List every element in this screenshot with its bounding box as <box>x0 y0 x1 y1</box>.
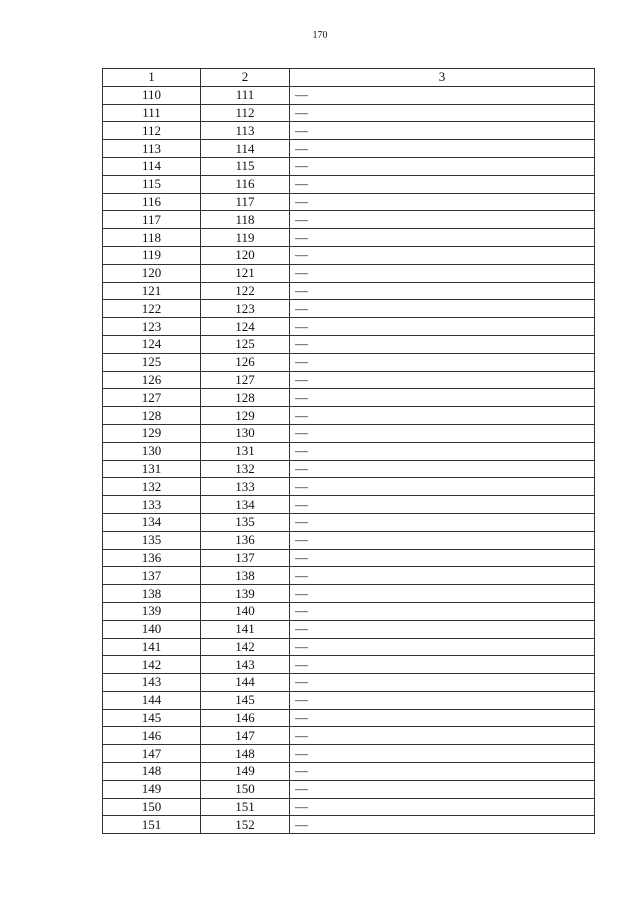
cell-col-3: — <box>290 353 595 371</box>
cell-col-2: 138 <box>201 567 290 585</box>
cell-col-2: 112 <box>201 104 290 122</box>
table-row <box>103 478 595 496</box>
cell-col-1: 140 <box>103 620 201 638</box>
cell-col-2: 143 <box>201 656 290 674</box>
cell-col-1: 118 <box>103 229 201 247</box>
cell-col-1: 124 <box>103 335 201 353</box>
cell-col-1: 143 <box>103 674 201 692</box>
cell-col-2: 149 <box>201 763 290 781</box>
cell-col-3: — <box>290 816 595 834</box>
cell-col-1: 131 <box>103 460 201 478</box>
cell-col-2: 129 <box>201 407 290 425</box>
cell-col-3: — <box>290 602 595 620</box>
cell-col-3: — <box>290 763 595 781</box>
table-row <box>103 798 595 816</box>
cell-col-1: 128 <box>103 407 201 425</box>
cell-col-3: — <box>290 496 595 514</box>
cell-col-1: 147 <box>103 745 201 763</box>
cell-col-3: — <box>290 442 595 460</box>
cell-col-1: 144 <box>103 691 201 709</box>
cell-col-1: 127 <box>103 389 201 407</box>
cell-col-2: 145 <box>201 691 290 709</box>
table-header <box>103 69 595 87</box>
cell-col-2: 121 <box>201 264 290 282</box>
table-row <box>103 727 595 745</box>
cell-col-3: — <box>290 620 595 638</box>
cell-col-3: — <box>290 122 595 140</box>
cell-col-1: 134 <box>103 513 201 531</box>
cell-col-2: 126 <box>201 353 290 371</box>
table-row <box>103 282 595 300</box>
cell-col-2: 144 <box>201 674 290 692</box>
table-row <box>103 371 595 389</box>
cell-col-2: 141 <box>201 620 290 638</box>
table-body <box>103 86 595 833</box>
cell-col-3: — <box>290 335 595 353</box>
header-row <box>103 69 595 87</box>
cell-col-2: 114 <box>201 140 290 158</box>
cell-col-1: 110 <box>103 86 201 104</box>
cell-col-2: 119 <box>201 229 290 247</box>
cell-col-2: 115 <box>201 157 290 175</box>
cell-col-2: 111 <box>201 86 290 104</box>
cell-col-2: 123 <box>201 300 290 318</box>
cell-col-3: — <box>290 175 595 193</box>
cell-col-3: — <box>290 549 595 567</box>
cell-col-2: 136 <box>201 531 290 549</box>
cell-col-1: 150 <box>103 798 201 816</box>
cell-col-3: — <box>290 745 595 763</box>
table-row <box>103 246 595 264</box>
table-row <box>103 496 595 514</box>
cell-col-1: 116 <box>103 193 201 211</box>
table-row <box>103 691 595 709</box>
cell-col-3: — <box>290 727 595 745</box>
table-row <box>103 816 595 834</box>
cell-col-3: — <box>290 318 595 336</box>
table-row <box>103 442 595 460</box>
cell-col-1: 112 <box>103 122 201 140</box>
cell-col-1: 122 <box>103 300 201 318</box>
table-row <box>103 763 595 781</box>
cell-col-1: 113 <box>103 140 201 158</box>
page-number: 170 <box>312 30 328 41</box>
cell-col-3: — <box>290 229 595 247</box>
cell-col-1: 114 <box>103 157 201 175</box>
table-row <box>103 86 595 104</box>
cell-col-3: — <box>290 424 595 442</box>
cell-col-3: — <box>290 389 595 407</box>
cell-col-3: — <box>290 193 595 211</box>
cell-col-1: 145 <box>103 709 201 727</box>
cell-col-2: 133 <box>201 478 290 496</box>
cell-col-1: 135 <box>103 531 201 549</box>
cell-col-3: — <box>290 638 595 656</box>
table-row <box>103 193 595 211</box>
cell-col-2: 148 <box>201 745 290 763</box>
cell-col-2: 152 <box>201 816 290 834</box>
cell-col-3: — <box>290 780 595 798</box>
cell-col-3: — <box>290 157 595 175</box>
cell-col-1: 129 <box>103 424 201 442</box>
cell-col-2: 134 <box>201 496 290 514</box>
cell-col-2: 146 <box>201 709 290 727</box>
cell-col-2: 130 <box>201 424 290 442</box>
cell-col-2: 124 <box>201 318 290 336</box>
cell-col-2: 128 <box>201 389 290 407</box>
cell-col-2: 142 <box>201 638 290 656</box>
data-table <box>102 68 595 834</box>
cell-col-1: 141 <box>103 638 201 656</box>
table-row <box>103 638 595 656</box>
cell-col-2: 117 <box>201 193 290 211</box>
table-row <box>103 211 595 229</box>
cell-col-1: 123 <box>103 318 201 336</box>
cell-col-3: — <box>290 585 595 603</box>
cell-col-1: 142 <box>103 656 201 674</box>
cell-col-3: — <box>290 691 595 709</box>
cell-col-2: 120 <box>201 246 290 264</box>
cell-col-2: 135 <box>201 513 290 531</box>
cell-col-2: 137 <box>201 549 290 567</box>
cell-col-1: 138 <box>103 585 201 603</box>
cell-col-3: — <box>290 567 595 585</box>
cell-col-3: — <box>290 531 595 549</box>
table-row <box>103 513 595 531</box>
table-row <box>103 264 595 282</box>
cell-col-3: — <box>290 104 595 122</box>
table-row <box>103 335 595 353</box>
cell-col-3: — <box>290 407 595 425</box>
cell-col-2: 125 <box>201 335 290 353</box>
cell-col-3: — <box>290 798 595 816</box>
cell-col-2: 113 <box>201 122 290 140</box>
cell-col-2: 118 <box>201 211 290 229</box>
table-row <box>103 140 595 158</box>
cell-col-3: — <box>290 282 595 300</box>
cell-col-3: — <box>290 246 595 264</box>
table-row <box>103 353 595 371</box>
cell-col-3: — <box>290 371 595 389</box>
table-row <box>103 585 595 603</box>
column-header-2: 2 <box>201 69 290 87</box>
cell-col-3: — <box>290 709 595 727</box>
table-row <box>103 157 595 175</box>
cell-col-3: — <box>290 656 595 674</box>
table-row <box>103 531 595 549</box>
cell-col-1: 130 <box>103 442 201 460</box>
cell-col-3: — <box>290 674 595 692</box>
column-header-3: 3 <box>290 69 595 87</box>
table-row <box>103 389 595 407</box>
table-row <box>103 229 595 247</box>
cell-col-1: 132 <box>103 478 201 496</box>
table-row <box>103 175 595 193</box>
table-row <box>103 567 595 585</box>
cell-col-1: 137 <box>103 567 201 585</box>
table-row <box>103 122 595 140</box>
table-row <box>103 460 595 478</box>
cell-col-1: 151 <box>103 816 201 834</box>
cell-col-1: 148 <box>103 763 201 781</box>
cell-col-3: — <box>290 86 595 104</box>
cell-col-1: 139 <box>103 602 201 620</box>
table-row <box>103 709 595 727</box>
cell-col-2: 151 <box>201 798 290 816</box>
cell-col-3: — <box>290 211 595 229</box>
cell-col-1: 136 <box>103 549 201 567</box>
cell-col-2: 116 <box>201 175 290 193</box>
cell-col-3: — <box>290 513 595 531</box>
cell-col-2: 131 <box>201 442 290 460</box>
table-row <box>103 424 595 442</box>
cell-col-2: 147 <box>201 727 290 745</box>
cell-col-2: 140 <box>201 602 290 620</box>
table-row <box>103 300 595 318</box>
cell-col-1: 115 <box>103 175 201 193</box>
cell-col-2: 127 <box>201 371 290 389</box>
cell-col-1: 126 <box>103 371 201 389</box>
table-row <box>103 549 595 567</box>
cell-col-3: — <box>290 460 595 478</box>
cell-col-2: 122 <box>201 282 290 300</box>
cell-col-2: 132 <box>201 460 290 478</box>
cell-col-1: 146 <box>103 727 201 745</box>
cell-col-1: 119 <box>103 246 201 264</box>
table-row <box>103 780 595 798</box>
cell-col-3: — <box>290 140 595 158</box>
cell-col-1: 120 <box>103 264 201 282</box>
table-row <box>103 745 595 763</box>
table-row <box>103 318 595 336</box>
cell-col-1: 125 <box>103 353 201 371</box>
cell-col-1: 111 <box>103 104 201 122</box>
table-row <box>103 602 595 620</box>
cell-col-2: 150 <box>201 780 290 798</box>
table-row <box>103 104 595 122</box>
cell-col-1: 133 <box>103 496 201 514</box>
cell-col-3: — <box>290 300 595 318</box>
table-row <box>103 674 595 692</box>
cell-col-1: 121 <box>103 282 201 300</box>
table-row <box>103 656 595 674</box>
cell-col-1: 149 <box>103 780 201 798</box>
cell-col-3: — <box>290 478 595 496</box>
table-row <box>103 620 595 638</box>
cell-col-2: 139 <box>201 585 290 603</box>
cell-col-1: 117 <box>103 211 201 229</box>
cell-col-3: — <box>290 264 595 282</box>
table-row <box>103 407 595 425</box>
column-header-1: 1 <box>103 69 201 87</box>
